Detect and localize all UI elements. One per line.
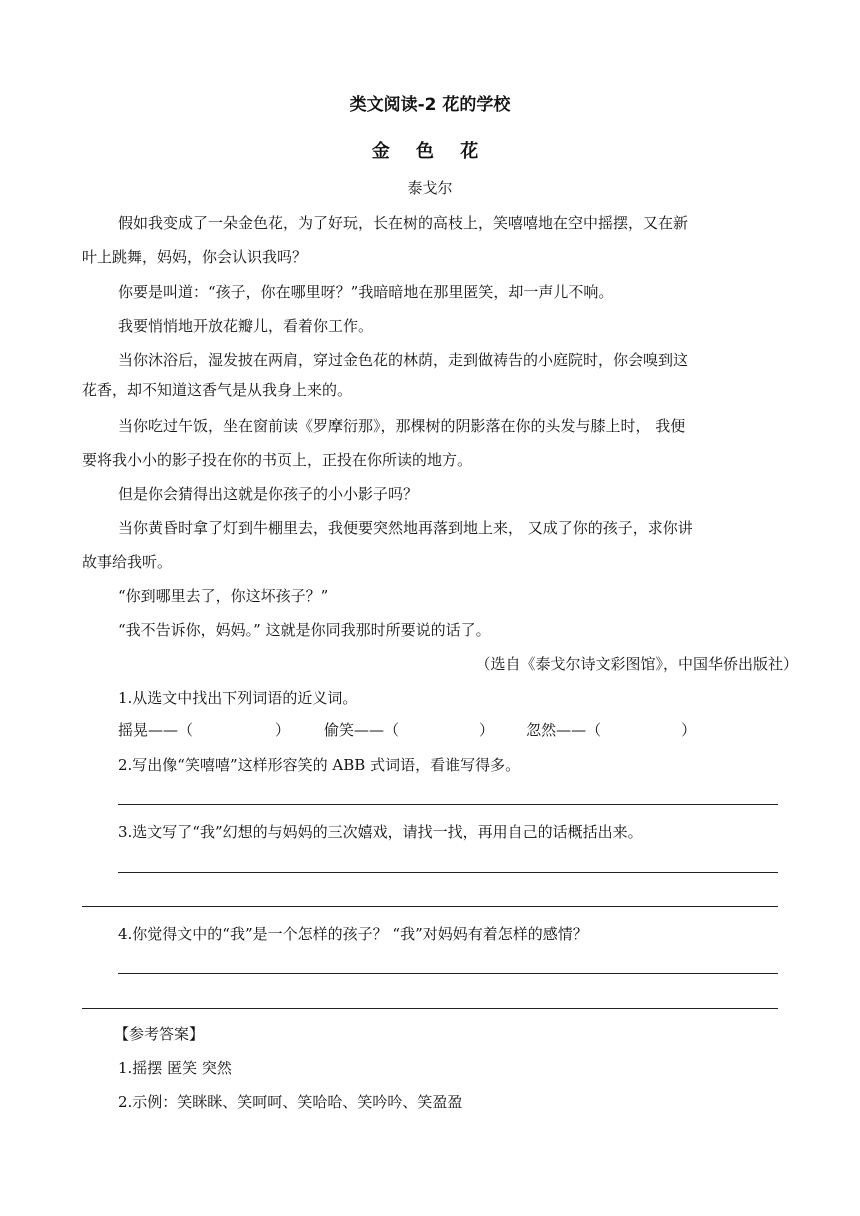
passage-paragraph-5-cont: 要将我小小的影子投在你的书页上，正投在你所读的地方。 <box>82 451 473 469</box>
document-title: 类文阅读-2 花的学校 <box>349 95 511 115</box>
passage-paragraph-3: 我要悄悄地开放花瓣儿，看着你工作。 <box>118 317 374 335</box>
q1-item-1-word: 摇晃——（ <box>118 721 194 739</box>
answer-line-q4-2[interactable] <box>82 1008 778 1009</box>
answer-line-q3-1[interactable] <box>118 872 778 873</box>
answer-line-q2[interactable] <box>118 804 778 805</box>
passage-source: （选自《泰戈尔诗文彩图馆》，中国华侨出版社） <box>475 655 798 673</box>
passage-paragraph-5: 当你吃过午饭，坐在窗前读《罗摩衍那》，那棵树的阴影落在你的头发与膝上时， 我便 <box>118 417 686 435</box>
question-4: 4.你觉得文中的“我”是一个怎样的孩子？ “我”对妈妈有着怎样的感情？ <box>118 925 588 943</box>
passage-paragraph-4: 当你沐浴后，湿发披在两肩，穿过金色花的林荫，走到做祷告的小庭院时，你会嗅到这 <box>118 351 689 369</box>
answer-line-q4-1[interactable] <box>118 973 778 974</box>
passage-paragraph-2: 你要是叫道：“孩子，你在哪里呀？”我暗暗地在那里匿笑，却一声儿不响。 <box>118 283 614 301</box>
answer-1: 1.摇摆 匿笑 突然 <box>118 1059 232 1077</box>
poem-title: 金 色 花 <box>371 141 489 162</box>
answer-2: 2.示例：笑眯眯、笑呵呵、笑哈哈、笑吟吟、笑盈盈 <box>118 1093 463 1111</box>
question-3: 3.选文写了“我”幻想的与妈妈的三次嬉戏，请找一找，再用自己的话概括出来。 <box>118 823 643 841</box>
question-2: 2.写出像“笑嘻嘻”这样形容笑的 ABB 式词语，看谁写得多。 <box>118 756 521 774</box>
q1-item-3-word: 忽然——（ <box>526 721 602 739</box>
passage-paragraph-1: 假如我变成了一朵金色花，为了好玩，长在树的高枝上，笑嘻嘻地在空中摇摆，又在新 <box>118 214 689 232</box>
q1-item-1-close: ） <box>275 721 291 739</box>
q1-item-2-word: 偷笑——（ <box>324 721 400 739</box>
question-1: 1.从选文中找出下列词语的近义词。 <box>118 689 358 707</box>
q1-item-2-close: ） <box>479 721 495 739</box>
question-1-items <box>118 720 696 740</box>
passage-paragraph-6: 但是你会猜得出这就是你孩子的小小影子吗？ <box>118 485 419 503</box>
passage-paragraph-7: 当你黄昏时拿了灯到牛棚里去，我便要突然地再落到地上来， 又成了你的孩子，求你讲 <box>118 519 693 537</box>
q1-item-3-close: ） <box>681 721 697 739</box>
passage-paragraph-1-cont: 叶上跳舞，妈妈，你会认识我吗？ <box>82 248 308 266</box>
passage-paragraph-8: “你到哪里去了，你这坏孩子？” <box>118 587 329 605</box>
passage-paragraph-4-cont: 花香，却不知道这香气是从我身上来的。 <box>82 381 353 399</box>
answer-line-q3-2[interactable] <box>82 906 778 907</box>
passage-paragraph-9: “我不告诉你，妈妈。” 这就是你同我那时所要说的话了。 <box>118 621 491 639</box>
passage-paragraph-7-cont: 故事给我听。 <box>82 553 173 571</box>
answers-heading: 【参考答案】 <box>114 1025 205 1043</box>
poem-author: 泰戈尔 <box>407 179 453 197</box>
